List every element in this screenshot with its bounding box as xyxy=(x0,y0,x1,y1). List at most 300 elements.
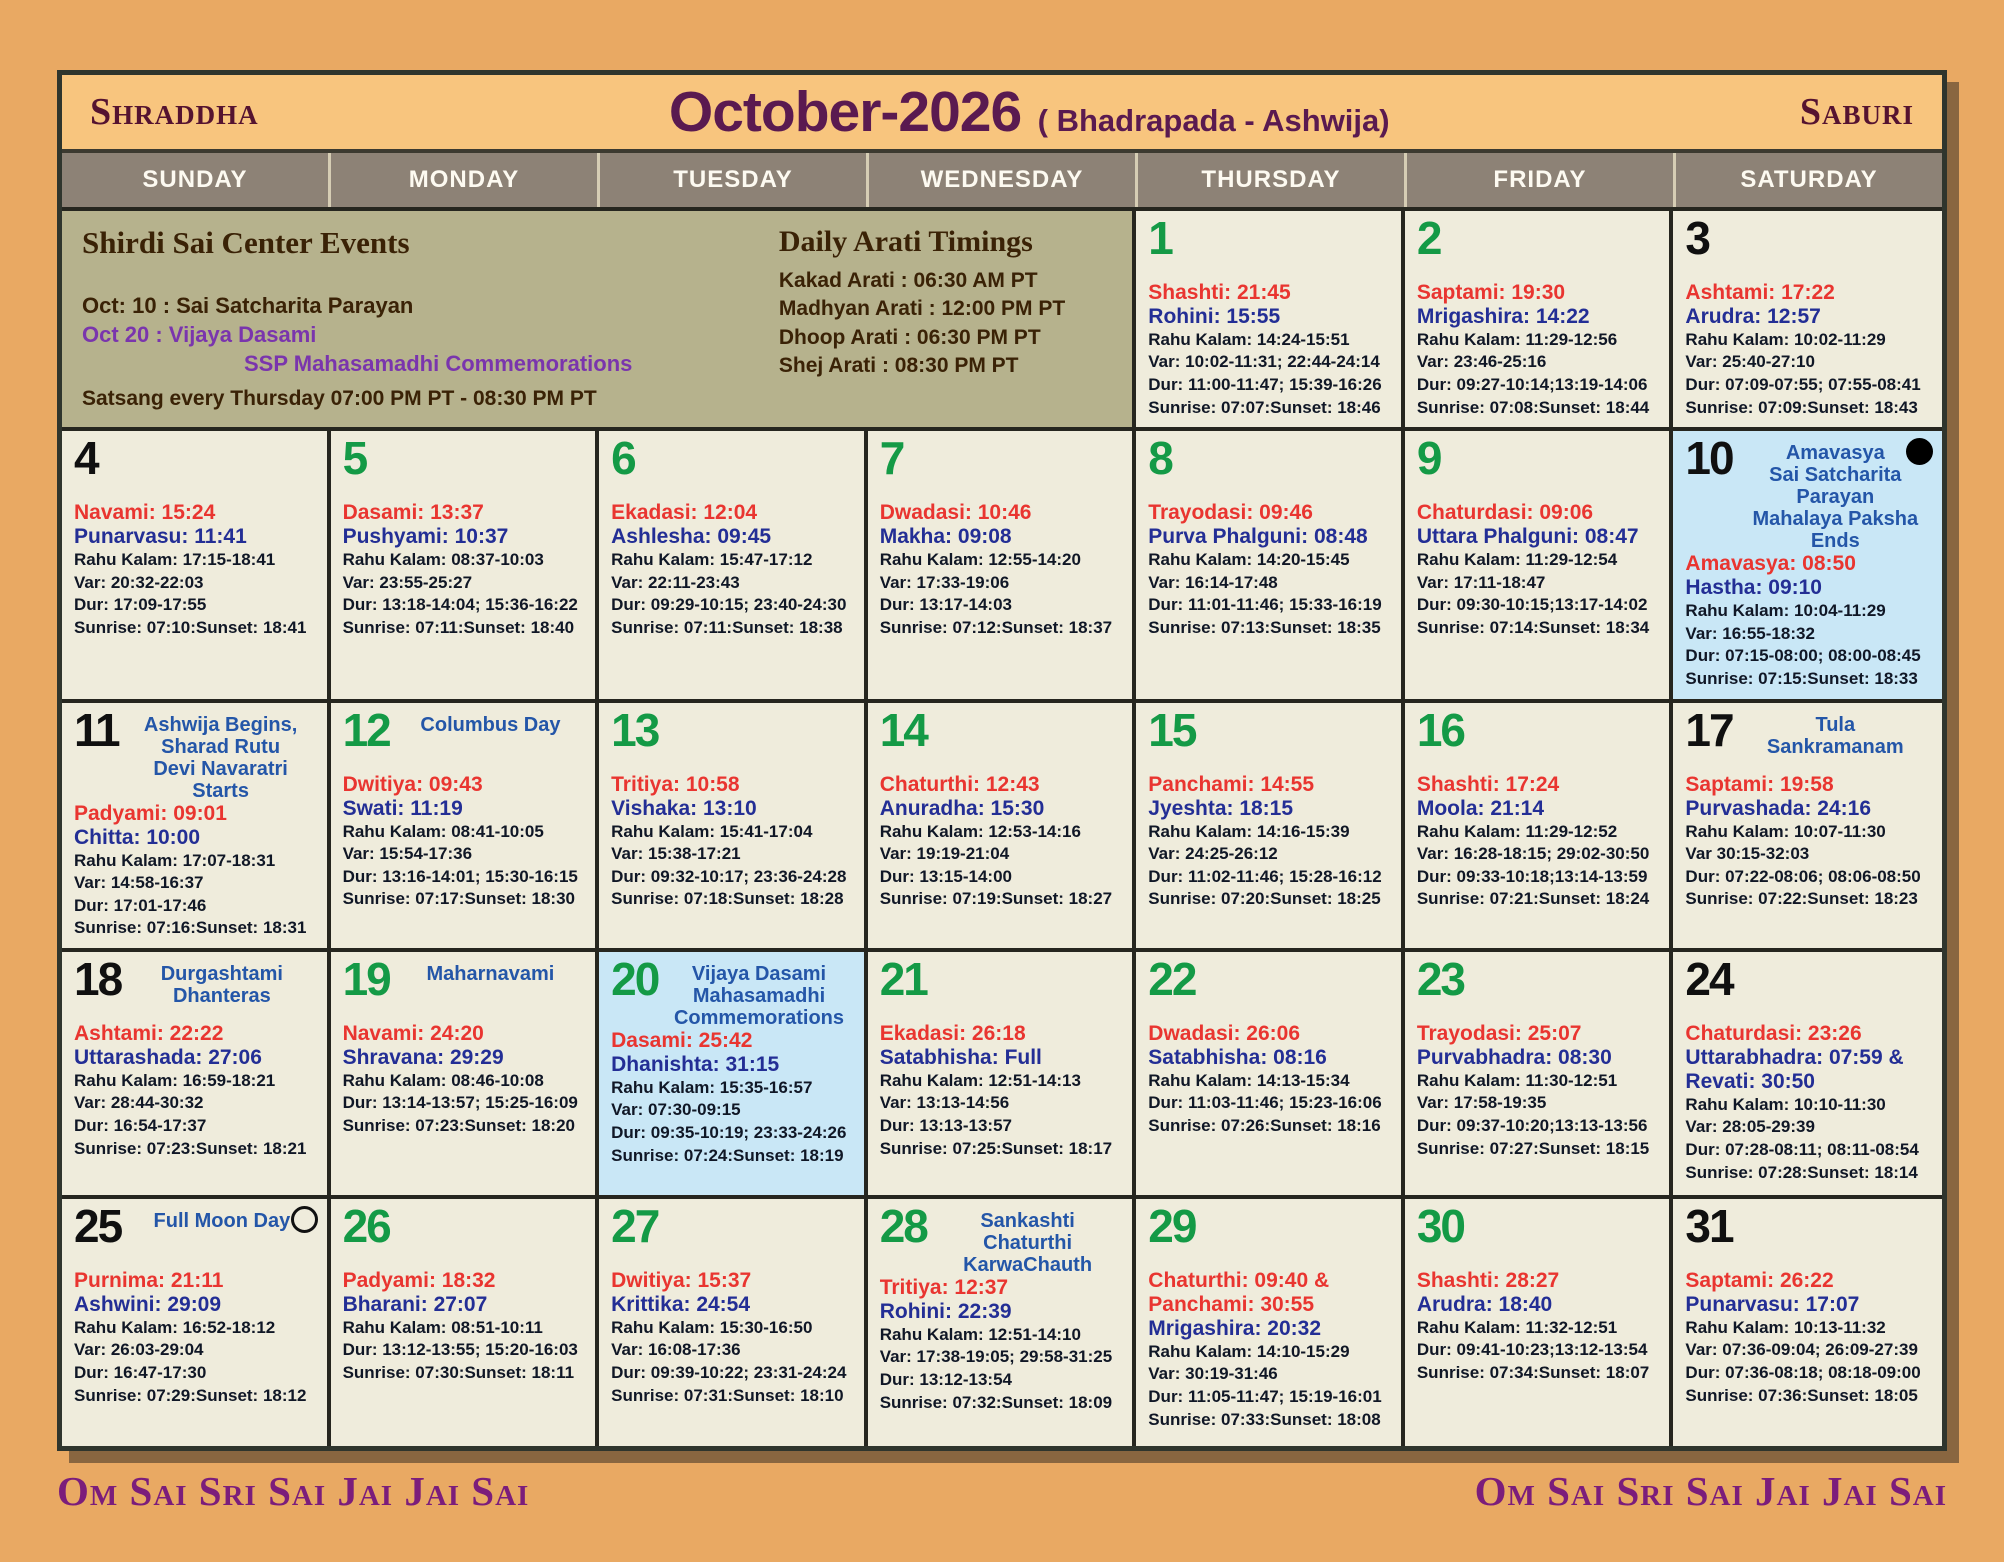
panchang-line: Sunrise: 07:34:Sunset: 18:07 xyxy=(1416,1363,1650,1383)
panchang-line: Dur: 09:33-10:18;13:14-13:59 xyxy=(1416,866,1648,886)
event-line: SSP Mahasamadhi Commemorations xyxy=(244,351,633,377)
day-cell-head xyxy=(1148,703,1393,773)
day-cell-9[interactable] xyxy=(1405,431,1674,702)
day-number: 23 xyxy=(1416,952,1465,1005)
panchang-line: Dur: 11:01-11:46; 15:33-16:19 xyxy=(1148,595,1382,615)
day-event-line: Parayan xyxy=(1796,486,1875,509)
panchang-line: Vishaka: 13:10 xyxy=(611,796,757,820)
arati-line: Madhyan Arati : 12:00 PM PT xyxy=(778,297,1066,321)
day-number: 28 xyxy=(879,1199,927,1252)
panchang-line: Uttara Phalguni: 08:47 xyxy=(1416,525,1639,549)
day-cell-head xyxy=(1416,212,1662,281)
weekday-thursday: THURSDAY xyxy=(1138,153,1404,207)
panchang-line: Ashtami: 22:22 xyxy=(74,1021,224,1045)
panchang-line: Rahu Kalam: 12:55-14:20 xyxy=(879,550,1081,570)
panchang-line: Rahu Kalam: 16:52-18:12 xyxy=(74,1317,276,1337)
panchang-line: Var: 17:11-18:47 xyxy=(1416,572,1546,592)
day-number: 16 xyxy=(1416,703,1465,756)
panchang-line: Panchami: 14:55 xyxy=(1148,772,1315,796)
day-number: 5 xyxy=(342,432,367,485)
panchang-line: Dur: 07:09-07:55; 07:55-08:41 xyxy=(1685,375,1921,395)
day-number: 9 xyxy=(1416,432,1441,485)
day-number: 25 xyxy=(74,1199,122,1252)
panchang-line: Sunrise: 07:32:Sunset: 18:09 xyxy=(879,1392,1113,1412)
day-cell-1[interactable] xyxy=(1136,211,1405,431)
panchang-line: Sunrise: 07:11:Sunset: 18:38 xyxy=(611,618,843,638)
panchang-line: Sunrise: 07:16:Sunset: 18:31 xyxy=(74,918,307,938)
day-cell-head xyxy=(342,952,588,1022)
panchang-line: Dur: 07:15-08:00; 08:00-08:45 xyxy=(1685,646,1921,666)
panchang-line: Sunrise: 07:21:Sunset: 18:24 xyxy=(1416,889,1650,909)
day-cell-31[interactable] xyxy=(1673,1199,1942,1446)
panchang-line: Sunrise: 07:11:Sunset: 18:40 xyxy=(342,618,575,638)
day-number: 14 xyxy=(879,703,927,756)
panchang-line: Var: 26:03-29:04 xyxy=(74,1340,204,1360)
satsang-note: Satsang every Thursday 07:00 PM PT - 08:30 PM PT xyxy=(82,387,597,411)
day-cell-head xyxy=(611,432,856,501)
panchang-line: Rahu Kalam: 15:47-17:12 xyxy=(611,550,813,570)
panchang-line: Saptami: 19:58 xyxy=(1685,772,1834,796)
day-cell-27[interactable] xyxy=(599,1199,868,1446)
day-event-label xyxy=(394,958,587,985)
panchang-line: Rahu Kalam: 15:35-16:57 xyxy=(611,1077,813,1097)
panchang-line: Rahu Kalam: 12:53-14:16 xyxy=(879,821,1081,841)
panchang-line: Sunrise: 07:17:Sunset: 18:30 xyxy=(342,889,575,909)
panchang-line: Rahu Kalam: 15:30-16:50 xyxy=(611,1317,813,1337)
panchang-line: Ashtami: 17:22 xyxy=(1685,281,1835,304)
day-cell-4[interactable] xyxy=(62,431,331,702)
footer-mantra-left: Om Sai Sri Sai Jai Jai Sai xyxy=(57,1467,530,1514)
day-cell-10[interactable] xyxy=(1673,431,1942,702)
day-cell-head xyxy=(879,1199,1125,1276)
day-cell-head xyxy=(1148,432,1393,501)
panchang-line: Rahu Kalam: 11:32-12:51 xyxy=(1416,1317,1618,1337)
panchang-line: Dur: 17:09-17:55 xyxy=(74,595,207,615)
panchang-line: Dwadasi: 10:46 xyxy=(879,501,1032,525)
panchang-line: Sunrise: 07:08:Sunset: 18:44 xyxy=(1416,397,1650,417)
day-cell-26[interactable] xyxy=(331,1199,600,1446)
panchang-line: Var: 07:30-09:15 xyxy=(611,1100,741,1120)
day-cell-25[interactable] xyxy=(62,1199,331,1446)
day-cell-24[interactable] xyxy=(1673,952,1942,1199)
day-number: 22 xyxy=(1148,952,1196,1005)
panchang-line: Mrigashira: 20:32 xyxy=(1148,1316,1322,1340)
panchang-line: Dur: 09:32-10:17; 23:36-24:28 xyxy=(611,866,847,886)
day-number: 1 xyxy=(1148,212,1172,264)
day-event-label xyxy=(123,709,319,802)
panchang-line: Revati: 30:50 xyxy=(1685,1069,1815,1093)
day-cell-head xyxy=(1685,703,1934,773)
panchang-line: Sunrise: 07:25:Sunset: 18:17 xyxy=(879,1138,1113,1158)
panchang-line: Var: 15:38-17:21 xyxy=(611,844,741,864)
day-event-line: Sharad Rutu xyxy=(161,735,281,758)
panchang-line: Rahu Kalam: 10:04-11:29 xyxy=(1685,601,1886,621)
day-number: 24 xyxy=(1685,952,1733,1005)
weekday-saturday: SATURDAY xyxy=(1676,153,1942,207)
panchang-line: Dur: 09:37-10:20;13:13-13:56 xyxy=(1416,1116,1648,1136)
panchang-line: Rahu Kalam: 08:46-10:08 xyxy=(342,1070,544,1090)
panchang-line: Purvabhadra: 08:30 xyxy=(1416,1045,1612,1069)
day-number: 21 xyxy=(879,952,927,1005)
day-cell-13[interactable] xyxy=(599,703,868,952)
panchang-line: Sunrise: 07:23:Sunset: 18:21 xyxy=(74,1138,307,1158)
panchang-line: Dur: 16:47-17:30 xyxy=(74,1363,207,1383)
panchang-line: Rahu Kalam: 10:07-11:30 xyxy=(1685,821,1886,841)
panchang-line: Amavasya: 08:50 xyxy=(1685,552,1856,576)
panchang-line: Var: 16:55-18:32 xyxy=(1685,623,1815,643)
day-cell-7[interactable] xyxy=(868,431,1137,702)
panchang-line: Rahu Kalam: 17:07-18:31 xyxy=(74,850,276,870)
panchang-line: Saptami: 19:30 xyxy=(1416,281,1566,304)
day-cell-head xyxy=(1416,1199,1662,1269)
panchang-line: Var: 16:28-18:15; 29:02-30:50 xyxy=(1416,844,1650,864)
panchang-line: Dur: 11:00-11:47; 15:39-16:26 xyxy=(1148,375,1382,395)
panchang-line: Moola: 21:14 xyxy=(1416,796,1545,820)
panchang-line: Shashti: 17:24 xyxy=(1416,772,1560,796)
panchang-line: Sunrise: 07:09:Sunset: 18:43 xyxy=(1685,397,1918,417)
day-event-line: Devi Navaratri Starts xyxy=(153,757,288,802)
panchang-line: Uttarabhadra: 07:59 & xyxy=(1685,1045,1904,1069)
day-cell-head xyxy=(74,1199,319,1269)
panchang-line: Var: 24:25-26:12 xyxy=(1148,844,1278,864)
panchang-line: Sunrise: 07:31:Sunset: 18:10 xyxy=(611,1385,844,1405)
day-event-line: KarwaChauth xyxy=(963,1253,1093,1276)
panchang-line: Var: 22:11-23:43 xyxy=(611,572,740,592)
panchang-line: Rahu Kalam: 14:20-15:45 xyxy=(1148,550,1350,570)
day-cell-8[interactable] xyxy=(1136,431,1405,702)
panchang-line: Var: 15:54-17:36 xyxy=(342,844,473,864)
panchang-line: Rahu Kalam: 12:51-14:13 xyxy=(879,1070,1081,1090)
day-cell-head xyxy=(1416,703,1662,773)
panchang-line: Dur: 13:16-14:01; 15:30-16:15 xyxy=(342,866,578,886)
panchang-line: Sunrise: 07:15:Sunset: 18:33 xyxy=(1685,669,1918,689)
day-cell-head xyxy=(1416,432,1662,501)
panchang-line: Sunrise: 07:29:Sunset: 18:12 xyxy=(74,1385,307,1405)
panchang-line: Sunrise: 07:22:Sunset: 18:23 xyxy=(1685,889,1918,909)
panchang-line: Dwadasi: 26:06 xyxy=(1148,1021,1301,1045)
arati-panel-title: Daily Arati Timings xyxy=(778,225,1033,258)
arati-line: Kakad Arati : 06:30 AM PT xyxy=(778,269,1038,292)
panchang-line: Var: 20:32-22:03 xyxy=(74,572,204,592)
panchang-line: Sunrise: 07:27:Sunset: 18:15 xyxy=(1416,1138,1650,1158)
day-number: 30 xyxy=(1416,1199,1465,1252)
panchang-line: Navami: 15:24 xyxy=(74,501,216,525)
panchang-line: Dur: 11:02-11:46; 15:28-16:12 xyxy=(1148,866,1382,886)
panchang-line: Var 30:15-32:03 xyxy=(1685,844,1810,864)
panchang-line: Rahu Kalam: 12:51-14:10 xyxy=(879,1324,1081,1344)
day-event-label xyxy=(931,1205,1124,1276)
panchang-line: Dur: 09:30-10:15;13:17-14:02 xyxy=(1416,595,1648,615)
day-cell-head xyxy=(879,703,1125,773)
panchang-line: Shashti: 28:27 xyxy=(1416,1268,1560,1292)
day-cell-head xyxy=(1685,952,1934,1022)
panchang-line: Punarvasu: 17:07 xyxy=(1685,1292,1860,1316)
weekday-tuesday: TUESDAY xyxy=(600,153,866,207)
panchang-line: Ashlesha: 09:45 xyxy=(611,525,772,549)
day-cell-21[interactable] xyxy=(868,952,1137,1199)
day-number: 31 xyxy=(1685,1199,1733,1252)
day-event-line: Sai Satcharita xyxy=(1769,464,1902,487)
panchang-line: Pushyami: 10:37 xyxy=(342,525,509,549)
panchang-line: Purnima: 21:11 xyxy=(74,1268,224,1292)
panchang-line: Dur: 09:41-10:23;13:12-13:54 xyxy=(1416,1340,1648,1360)
panchang-line: Dur: 13:12-13:55; 15:20-16:03 xyxy=(342,1340,578,1360)
panchang-line: Sunrise: 07:30:Sunset: 18:11 xyxy=(342,1363,575,1383)
panchang-line: Dur: 13:12-13:54 xyxy=(879,1370,1012,1390)
day-cell-head xyxy=(879,952,1125,1022)
panchang-line: Purvashada: 24:16 xyxy=(1685,796,1872,820)
day-event-line: Ashwija Begins, xyxy=(143,713,298,736)
panchang-line: Makha: 09:08 xyxy=(879,525,1012,549)
panchang-line: Dur: 13:14-13:57; 15:25-16:09 xyxy=(342,1093,578,1113)
panchang-line: Sunrise: 07:33:Sunset: 18:08 xyxy=(1148,1409,1381,1429)
day-cell-16[interactable] xyxy=(1405,703,1674,952)
event-line: Oct 20 : Vijaya Dasami xyxy=(82,322,317,348)
event-line: Oct: 10 : Sai Satcharita Parayan xyxy=(82,293,414,318)
panchang-line: Sunrise: 07:14:Sunset: 18:34 xyxy=(1416,618,1650,638)
panchang-line: Chaturthi: 09:40 & xyxy=(1148,1268,1330,1292)
panchang-line: Purva Phalguni: 08:48 xyxy=(1148,525,1368,549)
day-cell-15[interactable] xyxy=(1136,703,1405,952)
panchang-line: Rahu Kalam: 16:59-18:21 xyxy=(74,1070,276,1090)
day-event-line: Columbus Day xyxy=(420,713,561,736)
day-cell-head xyxy=(1685,432,1934,553)
day-number: 26 xyxy=(342,1199,390,1252)
panchang-line: Dur: 13:17-14:03 xyxy=(879,595,1012,615)
panchang-line: Dhanishta: 31:15 xyxy=(611,1052,780,1076)
panchang-line: Dur: 16:54-17:37 xyxy=(74,1116,207,1136)
day-cell-5[interactable] xyxy=(331,431,600,702)
day-event-label xyxy=(1737,437,1934,552)
day-number: 10 xyxy=(1685,432,1733,485)
panchang-line: Hastha: 09:10 xyxy=(1685,576,1822,600)
panchang-line: Var: 16:14-17:48 xyxy=(1148,572,1278,592)
day-number: 11 xyxy=(74,703,119,756)
day-event-line: Chaturthi xyxy=(983,1231,1073,1254)
panchang-line: Dasami: 13:37 xyxy=(342,501,484,525)
panchang-line: Sunrise: 07:07:Sunset: 18:46 xyxy=(1148,397,1381,417)
panchang-line: Var: 19:19-21:04 xyxy=(879,844,1010,864)
panchang-line: Mrigashira: 14:22 xyxy=(1416,304,1590,328)
panchang-line: Rahu Kalam: 14:16-15:39 xyxy=(1148,821,1350,841)
panchang-line: Tritiya: 10:58 xyxy=(611,772,740,796)
panchang-line: Saptami: 26:22 xyxy=(1685,1268,1834,1292)
day-cell-23[interactable] xyxy=(1405,952,1674,1199)
panchang-line: Dur: 17:01-17:46 xyxy=(74,895,207,915)
day-cell-6[interactable] xyxy=(599,431,868,702)
day-number: 7 xyxy=(879,432,904,485)
day-cell-29[interactable] xyxy=(1136,1199,1405,1446)
weekday-friday: FRIDAY xyxy=(1407,153,1673,207)
panchang-line: Ekadasi: 26:18 xyxy=(879,1021,1026,1045)
panchang-line: Chitta: 10:00 xyxy=(74,825,201,849)
panchang-line: Ashwini: 29:09 xyxy=(74,1292,222,1316)
panchang-line: Dur: 09:29-10:15; 23:40-24:30 xyxy=(611,595,847,615)
day-event-line: Mahalaya Paksha Ends xyxy=(1752,508,1919,553)
weekday-wednesday: WEDNESDAY xyxy=(869,153,1135,207)
day-number: 8 xyxy=(1148,432,1172,485)
day-number: 12 xyxy=(342,703,390,756)
full-moon-icon xyxy=(291,1206,318,1233)
info-panel xyxy=(62,211,1136,431)
panchang-line: Sunrise: 07:36:Sunset: 18:05 xyxy=(1685,1385,1918,1405)
day-cell-head xyxy=(74,703,319,802)
panchang-line: Swati: 11:19 xyxy=(342,796,463,820)
day-event-line: Tula xyxy=(1815,713,1856,736)
panchang-line: Var: 13:13-14:56 xyxy=(879,1093,1010,1113)
day-cell-head xyxy=(1148,1199,1393,1269)
day-number: 6 xyxy=(611,432,635,485)
weekday-sunday: SUNDAY xyxy=(62,153,328,207)
day-cell-19[interactable] xyxy=(331,952,600,1199)
arati-line: Shej Arati : 08:30 PM PT xyxy=(778,354,1019,378)
panchang-line: Rahu Kalam: 11:30-12:51 xyxy=(1416,1070,1618,1090)
panchang-line: Krittika: 24:54 xyxy=(611,1292,751,1316)
panchang-line: Var: 07:36-09:04; 26:09-27:39 xyxy=(1685,1340,1918,1360)
panchang-line: Shravana: 29:29 xyxy=(342,1045,504,1069)
panchang-line: Sunrise: 07:23:Sunset: 18:20 xyxy=(342,1116,575,1136)
panchang-line: Satabhisha: 08:16 xyxy=(1148,1045,1327,1069)
day-number: 3 xyxy=(1685,212,1710,264)
panchang-line: Sunrise: 07:20:Sunset: 18:25 xyxy=(1148,889,1381,909)
day-event-label xyxy=(125,1205,318,1232)
panchang-line: Sunrise: 07:28:Sunset: 18:14 xyxy=(1685,1162,1918,1182)
lunar-month-subtitle: ( Bhadrapada - Ashwija) xyxy=(1037,103,1390,138)
calendar-frame xyxy=(57,70,1947,1451)
day-cell-14[interactable] xyxy=(868,703,1137,952)
day-event-line: Sankramanam xyxy=(1766,735,1904,758)
header-left-label: Shraddha xyxy=(90,91,259,133)
panchang-line: Dur: 11:05-11:47; 15:19-16:01 xyxy=(1148,1386,1382,1406)
panchang-line: Dur: 09:39-10:22; 23:31-24:24 xyxy=(611,1363,847,1383)
panchang-line: Rahu Kalam: 15:41-17:04 xyxy=(611,821,813,841)
panchang-line: Var: 10:02-11:31; 22:44-24:14 xyxy=(1148,352,1380,372)
panchang-line: Chaturdasi: 23:26 xyxy=(1685,1021,1862,1045)
day-cell-28[interactable] xyxy=(868,1199,1137,1446)
panchang-line: Chaturthi: 12:43 xyxy=(879,772,1040,796)
panchang-line: Var: 23:46-25:16 xyxy=(1416,352,1547,372)
panchang-line: Panchami: 30:55 xyxy=(1148,1292,1315,1316)
day-event-label xyxy=(1737,709,1934,758)
day-cell-17[interactable] xyxy=(1673,703,1942,952)
panchang-line: Sunrise: 07:18:Sunset: 18:28 xyxy=(611,889,844,909)
day-number: 20 xyxy=(611,952,659,1005)
day-number: 15 xyxy=(1148,703,1196,756)
day-number: 27 xyxy=(611,1199,659,1252)
panchang-line: Trayodasi: 25:07 xyxy=(1416,1021,1582,1045)
panchang-line: Jyeshta: 18:15 xyxy=(1148,796,1294,820)
panchang-line: Sunrise: 07:12:Sunset: 18:37 xyxy=(879,618,1113,638)
panchang-line: Uttarashada: 27:06 xyxy=(74,1045,262,1069)
day-cell-head xyxy=(1148,212,1393,281)
panchang-line: Tritiya: 12:37 xyxy=(879,1275,1009,1299)
weekday-row xyxy=(62,153,1942,211)
day-number: 29 xyxy=(1148,1199,1196,1252)
day-number: 4 xyxy=(74,432,98,485)
panchang-line: Dasami: 25:42 xyxy=(611,1028,753,1052)
day-event-line: Full Moon Day xyxy=(153,1209,291,1232)
panchang-line: Rahu Kalam: 14:10-15:29 xyxy=(1148,1341,1350,1361)
day-cell-head xyxy=(74,432,319,501)
panchang-line: Dur: 13:13-13:57 xyxy=(879,1116,1012,1136)
panchang-line: Dur: 13:15-14:00 xyxy=(879,866,1012,886)
day-event-line: Amavasya xyxy=(1785,442,1885,465)
day-cell-12[interactable] xyxy=(331,703,600,952)
month-year-title: October-2026 xyxy=(668,80,1022,144)
day-event-label xyxy=(394,709,587,736)
panchang-line: Rahu Kalam: 14:13-15:34 xyxy=(1148,1070,1350,1090)
panchang-line: Shashti: 21:45 xyxy=(1148,281,1291,304)
panchang-line: Var: 30:19-31:46 xyxy=(1148,1364,1278,1384)
arati-line: Dhoop Arati : 06:30 PM PT xyxy=(778,325,1041,349)
panchang-line: Var: 28:44-30:32 xyxy=(74,1093,204,1113)
day-number: 19 xyxy=(342,952,390,1005)
day-cell-30[interactable] xyxy=(1405,1199,1674,1446)
panchang-line: Dur: 07:22-08:06; 08:06-08:50 xyxy=(1685,866,1921,886)
day-cell-head xyxy=(611,1199,856,1269)
footer-mantra-right: Om Sai Sri Sai Jai Jai Sai xyxy=(1474,1467,1947,1514)
panchang-line: Arudra: 18:40 xyxy=(1416,1292,1553,1316)
calendar-grid xyxy=(62,211,1942,1446)
panchang-line: Rahu Kalam: 11:29-12:56 xyxy=(1416,329,1618,349)
panchang-line: Satabhisha: Full xyxy=(879,1045,1042,1069)
panchang-line: Sunrise: 07:24:Sunset: 18:19 xyxy=(611,1145,844,1165)
panchang-line: Rahu Kalam: 14:24-15:51 xyxy=(1148,329,1350,349)
panchang-line: Sunrise: 07:13:Sunset: 18:35 xyxy=(1148,618,1381,638)
panchang-line: Var: 16:08-17:36 xyxy=(611,1340,741,1360)
panchang-line: Rahu Kalam: 11:29-12:52 xyxy=(1416,821,1618,841)
panchang-line: Trayodasi: 09:46 xyxy=(1148,501,1313,525)
day-cell-head xyxy=(74,952,319,1022)
panchang-line: Dur: 09:35-10:19; 23:33-24:26 xyxy=(611,1123,847,1143)
day-cell-3[interactable] xyxy=(1673,211,1942,431)
panchang-line: Navami: 24:20 xyxy=(342,1021,484,1045)
day-cell-22[interactable] xyxy=(1136,952,1405,1199)
panchang-line: Padyami: 09:01 xyxy=(74,801,227,825)
day-cell-11[interactable] xyxy=(62,703,331,952)
panchang-line: Arudra: 12:57 xyxy=(1685,304,1821,328)
panchang-line: Rahu Kalam: 17:15-18:41 xyxy=(74,550,276,570)
panchang-line: Rahu Kalam: 08:37-10:03 xyxy=(342,550,544,570)
panchang-line: Sunrise: 07:19:Sunset: 18:27 xyxy=(879,889,1113,909)
panchang-line: Dur: 07:36-08:18; 08:18-09:00 xyxy=(1685,1363,1921,1383)
day-cell-2[interactable] xyxy=(1405,211,1674,431)
day-cell-head xyxy=(879,432,1125,501)
panchang-line: Dur: 11:03-11:46; 15:23-16:06 xyxy=(1148,1093,1382,1113)
weekday-monday: MONDAY xyxy=(331,153,597,207)
day-cell-head xyxy=(1148,952,1393,1022)
panchang-line: Var: 17:58-19:35 xyxy=(1416,1093,1547,1113)
calendar-header xyxy=(62,75,1942,153)
panchang-line: Sunrise: 07:26:Sunset: 18:16 xyxy=(1148,1116,1381,1136)
day-cell-head xyxy=(342,432,588,501)
panchang-line: Chaturdasi: 09:06 xyxy=(1416,501,1594,525)
day-number: 17 xyxy=(1685,703,1733,756)
day-number: 18 xyxy=(74,952,122,1005)
day-cell-head xyxy=(1685,1199,1934,1269)
day-number: 2 xyxy=(1416,212,1441,264)
panchang-line: Rahu Kalam: 10:10-11:30 xyxy=(1685,1094,1886,1114)
panchang-line: Rahu Kalam: 11:29-12:54 xyxy=(1416,550,1618,570)
panchang-line: Dwitiya: 15:37 xyxy=(611,1268,752,1292)
arati-timings-panel xyxy=(779,221,1116,419)
day-cell-18[interactable] xyxy=(62,952,331,1199)
day-event-line: Maharnavami xyxy=(426,962,555,985)
day-event-line: Vijaya Dasami xyxy=(691,962,827,985)
day-cell-20[interactable] xyxy=(599,952,868,1199)
day-cell-head xyxy=(342,703,588,773)
panchang-line: Bharani: 27:07 xyxy=(342,1292,488,1316)
